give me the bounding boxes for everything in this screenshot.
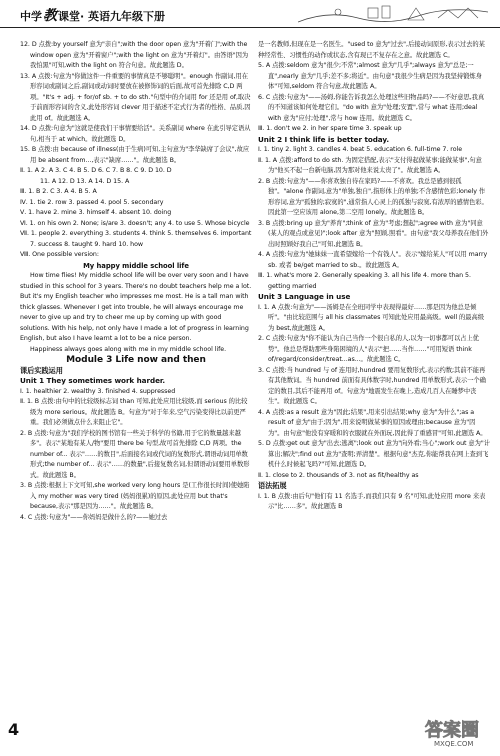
essay-paragraph: How time flies! My middle school life will be over very soon and I have studied in this school for 3 years. There's no doubt teachers help me a lot. But it's my English teacher who impresses me most. He is a tall man with thick glasses. Whenever I get into trouble, he will always encourage me never to give up and try to cheer me up by coming up with good solutions. With his help, not only have I made a lot of progress in learning English, but also I have learnt a lot to be a nice person.: [20, 272, 252, 342]
brand-logo: 教: [43, 8, 57, 24]
answer-line: Ⅲ. 1. what's more 2. Generally speaking 3. all his life 4. more than 5. getting married: [258, 272, 471, 290]
answer-line: 2. B 点拨:句意为"——你喜欢独自待在家吗?——不喜欢。我总是感到很孤独"。"alone 作副词,意为"单独,独自",指形体上的单独;不含感情色彩;lonely 作形容词,意为"孤独的;寂寞的",通常指人心灵上的孤独与寂寞,有浓厚的感情色彩。因此第一空应该用 alone,第二空用 lonely。故此题选 B。: [258, 177, 488, 216]
answer-line: 3. C 点拨:当 hundred 与 of 连用时,hundred 要用复数形式,表示约数;其前不能再有其他数词。当 hundred 前面有具体数字时,hundred 用单数形式,表示一个确定的数目,其后不能再用 of。句意为"地震发生在晚上,造成几百人在睡梦中丧生"。故此题选 C。: [258, 366, 486, 405]
answer-line: Ⅱ. 1. close to 2. thousands of 3. not as fit/healthy as: [258, 471, 419, 479]
answer-line: 4. C 点拨:句意为"——你妈妈是做什么的?——她过去: [20, 513, 168, 521]
answer-line: Ⅴ. 1. have 2. mine 3. himself 4. absent 10. doing: [20, 209, 172, 216]
answer-12: 12. D 点拨:by yourself 意为"亲自";with the door open 意为"开着门";with the window open 意为"开着窗户";with the light on 意为"开着灯"。由答语"因为我怕黑"可知,with the light on 符合句意。故此题选 D。: [20, 41, 249, 69]
section-heading: 语法拓展: [258, 481, 287, 490]
answer-15: 15. B 点拨:由 because of illness(由于生病)可知,主句意为"李华缺席了会议",故应用 be absent from...,表示"缺席……"。故此题选 B。: [20, 146, 250, 164]
unit-heading: Unit 1 They sometimes work harder.: [20, 376, 166, 385]
answer-line: Ⅰ. 1. healthier 2. wealthy 3. finished 4. suppressed: [20, 387, 176, 395]
answer-line: Ⅰ. 1. tiny 2. light 3. candles 4. beat 5. education 6. full-time 7. role: [258, 146, 463, 153]
answer-line: Ⅱ. 1. B 点拨:由句中的比较级标志词 than 可知,此处应用比较级,而 serious 的比较级为 more serious。故此题选 B。句意为"对于年来,空气污染变得比以前更严重。我们必须做点什么来阻止它"。: [20, 398, 248, 426]
answer-line: 4. A 点拨:句意为"她妹妹一直希望嫁给一个有钱人"。表示"嫁给某人"可以用 marry sb. 或者 be/get married to sb.。故此题选 A。: [258, 251, 488, 269]
essay-title: My happy middle school life: [83, 261, 189, 270]
essay-paragraph: Happiness always goes along with me in my middle school life.: [30, 345, 227, 353]
answer-line: 2. B 点拨:句意为"我们学校的图书馆有一些关于科学的书籍,用于它的数量越来越多"。表示"某地有某人/物"要用 there be 句型,故可首先排除 C,D 两项。the number of... 表示"……的数目",后面接名词或代词的复数形式,谓语动词用单数形式;the number of... 表示"……的数量",后接复数名词,但谓语动词要用单数形式。故此题选 B。: [20, 429, 250, 479]
brand-prefix: 中学: [20, 10, 42, 23]
right-column: [258, 40, 490, 513]
answer-line: 5. D 点拨:get out 意为"出去;逃离";look out 意为"向外看;当心";work out 意为"计算出;解决";find out 意为"查明;弄清楚"。根据句意"杰克,你能帮我在网上查到飞机什么时候起飞吗?"可知,此题选 D。: [258, 440, 490, 468]
answer-line: Ⅱ. 1. A 2. A 3. C 4. B 5. D 6. C 7. B 8. C 9. D 10. D: [20, 167, 172, 174]
answer-line: 5. A 点拨:seldom 意为"很少;不常";almost 意为"几乎";always 意为"总是;一直",nearly 意为"几乎;差不多;将近"。由句意"我很少生病是因为我坚持锻炼身体"可知,seldom 符合句意,故此题选 A。: [258, 62, 482, 90]
answer-line: Ⅱ. 1. A 点拨:afford to do sth. 为固定搭配,表示"支付得起做某事;能做某事",句意为"他买不起一台新电脑,因为那对他来说太贵了"。故此题选 A。: [258, 156, 482, 174]
answer-line: Ⅶ. 1. people 2. everything 3. students 4. think 5. themselves 6. important 7. success 8. taught 9. hard 10. how: [20, 230, 252, 248]
watermark-text: 答案圈: [425, 720, 479, 741]
module-title: Module 3 Life now and then: [66, 355, 206, 365]
answer-13: 13. A 点拨:句意为"你做这件一件重要的事情真是不够聪明"。enough 作副词,用在形容词或副词之后,副词或动词时要放在被修饰词的后面,故可首先排除 C,D 两项。"It's + adj. + for/of sb. + to do sth."句型中的介词用 for 还是用 of,取决于前面形容词的含义,此处形容词 clever 用于描述不定式行为者的性格、品质,因此用 of。故此题选 A。: [20, 72, 251, 122]
section-heading: 课后实践运用: [20, 365, 63, 375]
answer-line: 3. B 点拨:bring up 意为"养育";think of 意为"考虑;想起";agree with 意为"同意(某人的观点或意见)";look after 意为"照顾,照看"。由句意"我父母养我在他们外出时照顾好我自己"可知,此题选 B。: [258, 219, 489, 248]
answer-line: 3. B 点拨:根据上下文可知,she worked very long hours 是(工作很长时间)使她陷入 my mother was very tired (妈妈很累)的原因,此处应用 but that's because,表示"那是因为……"。故此题选 B。: [20, 482, 250, 510]
answer-line: 4. A 点拨:as a result 意为"因此;结果",用来引出结果;why 意为"为什么";as a result of 意为"由于;因为",用来说明做某事的原因或理由;because 意为"因为"。由句意"他没有穿暖和的衣服就在外面玩,因此得了重感冒"可知,此题选 A。: [258, 408, 487, 437]
answer-line: Ⅲ. 1. don't we 2. in her spare time 3. speak up: [258, 125, 402, 132]
left-column: [20, 40, 252, 523]
answer-line: 11. A 12. D 13. A 14. D 15. A: [40, 177, 130, 185]
answer-line: Ⅰ. 1. A 点拨:句意为"——汤姆是在全班同学中表现得最好……那是因为他总是倾听"。"由比较范围与 all his classmates 可知此处应用最高级。well 的最高级为 best,故此题选 A。: [258, 303, 485, 332]
unit-heading: Unit 3 Language in use: [258, 292, 351, 301]
watermark-url: MXQE.COM: [434, 740, 474, 748]
answer-line: Ⅲ. 1. B 2. C 3. A 4. B 5. A: [20, 188, 97, 195]
book-subject: · 英语九年级下册: [80, 10, 166, 23]
essay-intro: Ⅷ. One possible version:: [20, 251, 99, 258]
answer-line: 2. C 点拨:句意为"你不能认为自己当作一个很自私的人,以为一切事都可以占上优势"。他总是帮助那些身陷困境的人"表示"把……当作……"可用短语 think of/regard/consider/treat...as...。故此题选 C。: [258, 335, 479, 363]
book-brand: [20, 5, 165, 25]
answer-line: 是一名教师,但现在是一名医生。"used to 意为"过去",后接动词原形,表示过去的某种经常性、习惯性的动作或状态,含有现已不复存在之意。故此题选 C。: [258, 41, 485, 59]
answer-line: 6. C 点拨:句意为"——汤姆,你能告诉我怎么处理这些旧物品吗?——不好意思,我真的不知道该如何处理它们。"do with 意为"处理;安置",常与 what 连用;deal with 意为"应付;处理",常与 how 连用。故此题选 C。: [258, 93, 485, 122]
brand-suffix: 课堂: [58, 10, 80, 23]
answer-line: Ⅳ. 1. tie 2. row 3. passed 4. pool 5. secondary: [20, 198, 164, 206]
page-header: [0, 0, 500, 28]
answer-line: Ⅵ. 1. on his own 2. None; is/are 3. doesn't; any 4. to use 5. Whose bicycle: [20, 219, 250, 227]
answer-line: Ⅰ. 1. B 点拨:由后句"他们有 11 名选手,而我们只有 9 名"可知,此处应用 more 来表示"比……多"。故此题选 B: [258, 492, 486, 510]
answer-14: 14. D 点拨:句意为"这就是使我们干事情要给活"。关系副词 where 在此引导定语从句,相当于 at which。故此题选 D。: [20, 125, 251, 143]
unit-heading: Unit 2 I think life is better today.: [258, 134, 390, 144]
page-number: 4: [8, 720, 20, 739]
header-decoration-icon: [298, 2, 488, 26]
